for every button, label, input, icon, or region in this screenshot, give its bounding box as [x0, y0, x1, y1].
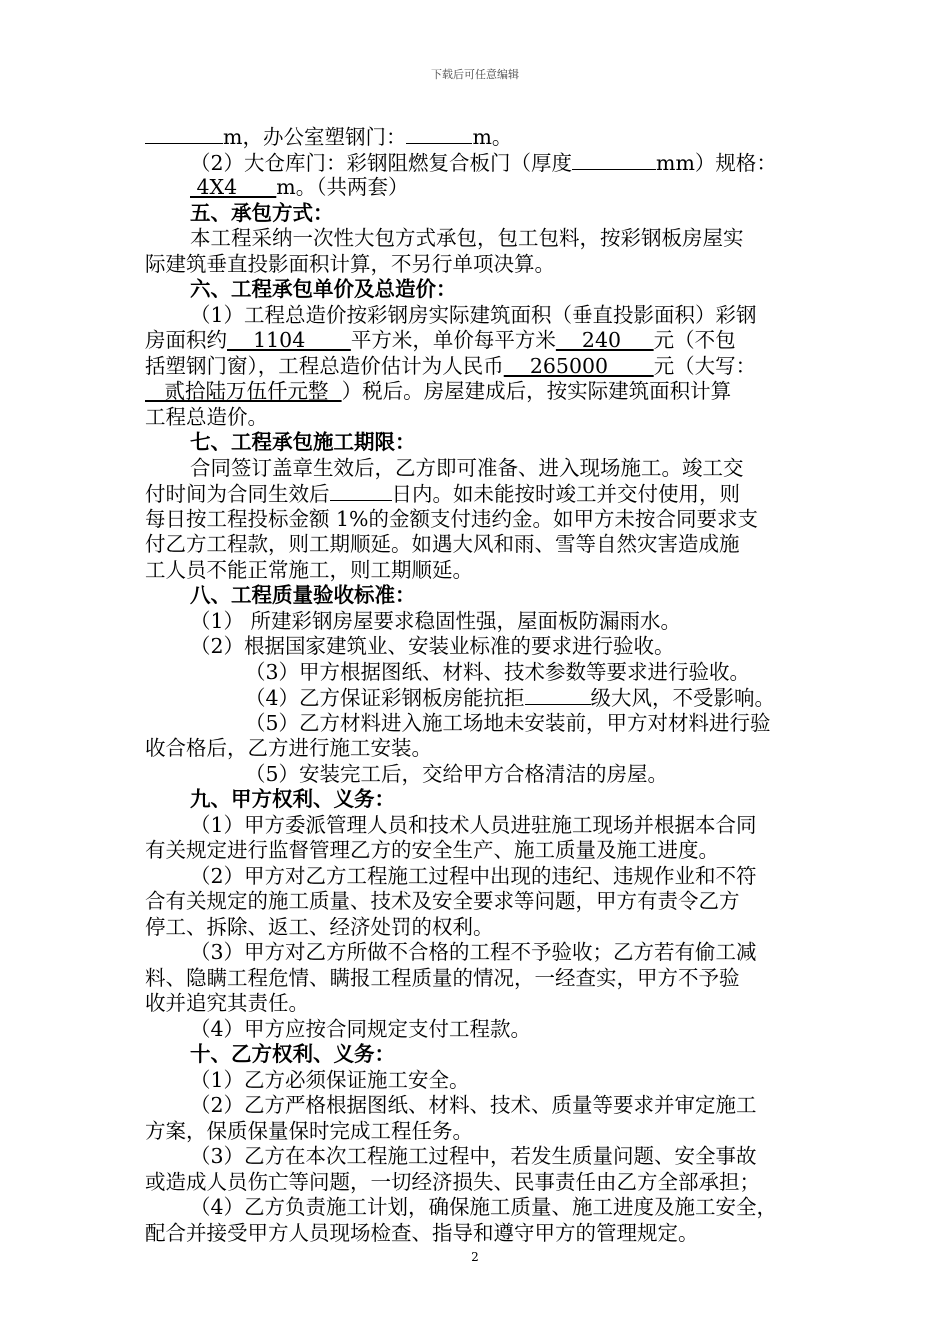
section-10-body: [145, 1068, 825, 1247]
paragraph-line: 工程总造价。: [145, 404, 268, 429]
paragraph-line: 配合并接受甲方人员现场检查、指导和遵守甲方的管理规定。: [145, 1220, 699, 1245]
paragraph-line: 际建筑垂直投影面积计算，不另行单项决算。: [145, 251, 555, 276]
section-8-title: 八、工程质量验收标准：: [190, 583, 416, 607]
paragraph-line: 有关规定进行监督管理乙方的安全生产、施工质量及施工进度。: [145, 838, 719, 862]
paragraph-line: 料、隐瞒工程危情、瞒报工程质量的情况，一经查实，甲方不予验: [145, 965, 740, 990]
paragraph-line: 停工、拆除、返工、经济处罚的权利。: [145, 914, 494, 939]
paragraph-line: 付乙方工程款，则工期顺延。如遇大风和雨、雪等自然灾害造成施: [145, 532, 740, 556]
section-10-title: 十、乙方权利、义务：: [190, 1042, 395, 1066]
paragraph-line: （2）甲方对乙方工程施工过程中出现的违纪、违规作业和不符: [190, 863, 757, 888]
paragraph-line: 付时间为合同生效后 日内。如未能按时竣工并交付使用，则: [145, 482, 740, 506]
section-9-title: 九、甲方权利、义务：: [190, 787, 395, 811]
paragraph-line: （4）乙方负责施工计划，确保施工质量、施工进度及施工安全，: [190, 1195, 778, 1219]
area-value: 1104: [227, 328, 351, 352]
unit-price-value: 240: [555, 328, 654, 352]
blank-field: [145, 124, 223, 144]
blank-field: [406, 124, 472, 144]
paragraph-line: （1）甲方委派管理人员和技术人员进驻施工现场并根据本合同: [190, 812, 757, 837]
spec-value: 4X4: [190, 175, 277, 199]
paragraph-line: 括塑钢门窗），工程总造价估计为人民币 265000 元（大写：: [145, 353, 757, 378]
paragraph-line: （3）甲方对乙方所做不合格的工程不予验收；乙方若有偷工减: [190, 940, 757, 964]
paragraph-line: 或造成人员伤亡等问题，一切经济损失、民事责任由乙方全部承担；: [145, 1169, 760, 1194]
paragraph-line: （4）甲方应按合同规定支付工程款。: [190, 1016, 532, 1041]
list-item: （4）乙方保证彩钢板房能抗拒 级大风，不受影响。: [245, 686, 776, 710]
paragraph-line: 收合格后，乙方进行施工安装。: [145, 736, 432, 760]
paragraph-line: 合同签订盖章生效后，乙方即可准备、进入现场施工。竣工交: [190, 455, 744, 480]
blank-field: [525, 685, 591, 705]
page-number: 2: [471, 1250, 479, 1264]
paragraph-line: 本工程采纳一次性大包方式承包，包工包料，按彩钢板房屋实: [190, 226, 744, 250]
section-9-body: [145, 813, 825, 1043]
paragraph-line: （3）乙方在本次工程施工过程中，若发生质量问题、安全事故: [190, 1144, 757, 1168]
blank-field: [572, 150, 656, 170]
doors-line-1: m，办公室塑钢门： m。: [145, 124, 825, 150]
paragraph-line: 房面积约 1104 平方米，单价每平方米 240 元（不包: [145, 328, 736, 352]
total-value: 265000: [503, 353, 654, 378]
page-header: 下载后可任意编辑: [431, 68, 519, 81]
total-words-value: 贰拾陆万伍仟元整: [145, 379, 342, 403]
section-6-title: 六、工程承包单价及总造价：: [190, 277, 457, 301]
section-7-title: 七、工程承包施工期限：: [190, 430, 416, 454]
paragraph-line: （1）工程总造价按彩钢房实际建筑面积（垂直投影面积）彩钢: [190, 302, 757, 327]
document-body: [145, 124, 825, 1246]
section-5-title: 五、承包方式：: [190, 200, 334, 225]
paragraph-line: 合有关规定的施工质量、技术及安全要求等问题，甲方有责令乙方: [145, 889, 740, 913]
list-item: （5）安装完工后，交给甲方合格清洁的房屋。: [245, 761, 669, 786]
list-item: （3）甲方根据图纸、材料、技术参数等要求进行验收。: [245, 659, 751, 684]
doors-line-3: 4X4 m。（共两套）: [190, 175, 409, 199]
list-item: （5）乙方材料进入施工场地未安装前，甲方对材料进行验: [245, 710, 771, 735]
paragraph-line: 每日按工程投标金额 1%的金额支付违约金。如甲方未按合同要求支: [145, 506, 759, 531]
paragraph-line: 贰拾陆万伍仟元整 ）税后。房屋建成后，按实际建筑面积计算: [145, 379, 732, 403]
paragraph-line: 工人员不能正常施工，则工期顺延。: [145, 557, 473, 582]
paragraph-line: （2）乙方严格根据图纸、材料、技术、质量等要求并审定施工: [190, 1093, 757, 1117]
list-item: （1） 所建彩钢房屋要求稳固性强，屋面板防漏雨水。: [190, 608, 682, 633]
list-item: （2）根据国家建筑业、安装业标准的要求进行验收。: [190, 634, 675, 658]
doors-line-2: （2）大仓库门：彩钢阻燃复合板门（厚度 mm）规格：: [190, 150, 777, 175]
blank-field: [330, 481, 392, 501]
paragraph-line: 收并追究其责任。: [145, 991, 309, 1015]
paragraph-line: 方案，保质保量保时完成工程任务。: [145, 1118, 473, 1143]
paragraph-line: （1）乙方必须保证施工安全。: [190, 1067, 470, 1092]
